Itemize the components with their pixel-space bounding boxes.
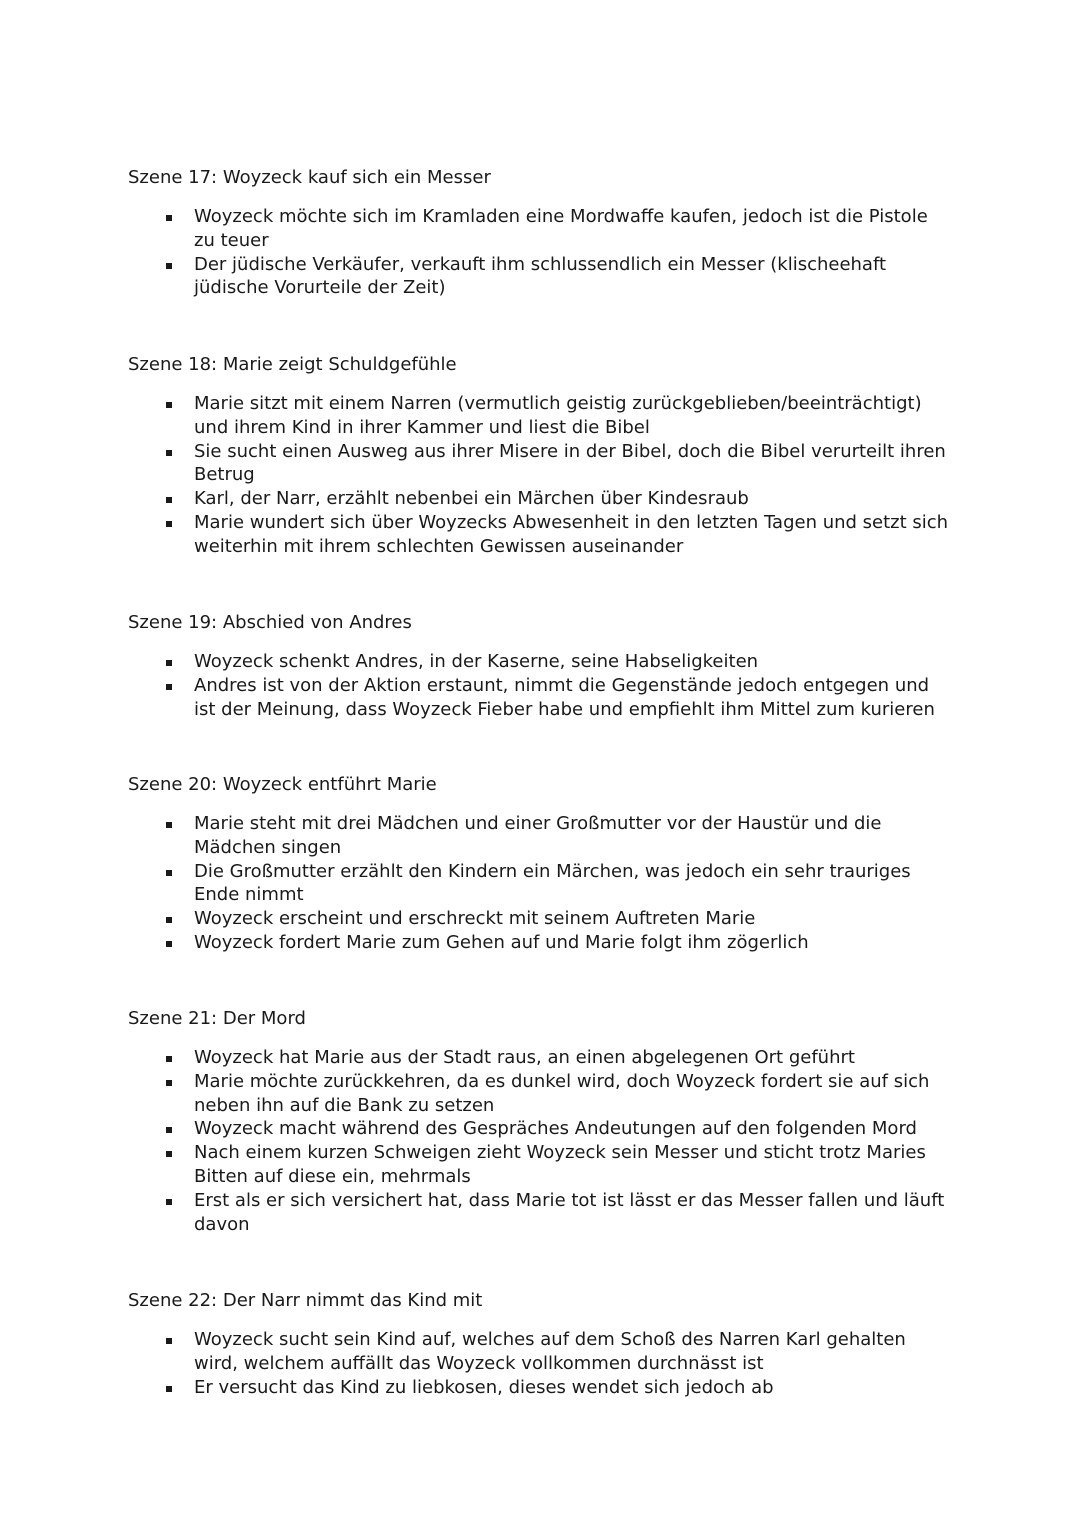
list-item <box>128 1046 954 1070</box>
bullet-text: Woyzeck sucht sein Kind auf, welches auf dem Schoß des Narren Karl gehalten wird, welchem auffällt das Woyzeck vollkommen durchnässt ist <box>194 1329 906 1374</box>
bullet-list <box>128 812 968 955</box>
bullet-text: Woyzeck macht während des Gespräches Andeutungen auf den folgenden Mord <box>194 1118 917 1140</box>
square-bullet-icon <box>166 1199 172 1205</box>
bullet-list <box>128 392 968 559</box>
square-bullet-icon <box>166 1080 172 1086</box>
square-bullet-icon <box>166 402 172 408</box>
list-item <box>128 1141 954 1189</box>
scene-21 <box>128 1007 968 1236</box>
list-item <box>128 674 954 722</box>
bullet-text: Er versucht das Kind zu liebkosen, dieses wendet sich jedoch ab <box>194 1376 774 1398</box>
list-item <box>128 487 954 511</box>
scene-title: Szene 17: Woyzeck kauf sich ein Messer <box>128 167 491 188</box>
scene-title: Szene 21: Der Mord <box>128 1008 306 1029</box>
list-item <box>128 812 954 860</box>
bullet-list <box>128 1046 968 1236</box>
bullet-list <box>128 205 968 300</box>
square-bullet-icon <box>166 1056 172 1062</box>
bullet-text: Marie steht mit drei Mädchen und einer Großmutter vor der Haustür und die Mädchen singen <box>194 813 882 858</box>
scene-18 <box>128 353 968 559</box>
bullet-text: Die Großmutter erzählt den Kindern ein Märchen, was jedoch ein sehr trauriges Ende nimmt <box>194 860 911 906</box>
square-bullet-icon <box>166 1151 172 1157</box>
scene-title: Szene 22: Der Narr nimmt das Kind mit <box>128 1290 483 1311</box>
square-bullet-icon <box>166 684 172 690</box>
scene-20 <box>128 773 968 955</box>
square-bullet-icon <box>166 941 172 947</box>
list-item <box>128 1376 954 1400</box>
square-bullet-icon <box>166 497 172 503</box>
bullet-text: Woyzeck möchte sich im Kramladen eine Mordwaffe kaufen, jedoch ist die Pistole zu teuer <box>194 206 928 251</box>
bullet-text: Woyzeck schenkt Andres, in der Kaserne, seine Habseligkeiten <box>194 651 759 672</box>
list-item <box>128 907 954 931</box>
square-bullet-icon <box>166 1386 172 1392</box>
list-item <box>128 650 954 674</box>
list-item <box>128 1070 954 1118</box>
scene-17 <box>128 166 968 300</box>
square-bullet-icon <box>166 822 172 828</box>
bullet-text: Erst als er sich versichert hat, dass Marie tot ist lässt er das Messer fallen und läuft davon <box>194 1189 945 1235</box>
list-item <box>128 440 954 488</box>
list-item <box>128 253 954 301</box>
square-bullet-icon <box>166 917 172 923</box>
bullet-text: Woyzeck erscheint und erschreckt mit seinem Auftreten Marie <box>194 908 756 930</box>
square-bullet-icon <box>166 660 172 666</box>
square-bullet-icon <box>166 870 172 876</box>
bullet-text: Der jüdische Verkäufer, verkauft ihm schlussendlich ein Messer (klischeehaft jüdische Vorurteile der Zeit) <box>194 253 887 299</box>
scene-19 <box>128 611 968 721</box>
list-item <box>128 511 954 559</box>
list-item <box>128 392 954 440</box>
square-bullet-icon <box>166 521 172 527</box>
square-bullet-icon <box>166 263 172 269</box>
bullet-list <box>128 1328 968 1399</box>
square-bullet-icon <box>166 450 172 456</box>
list-item <box>128 1328 954 1376</box>
bullet-text: Nach einem kurzen Schweigen zieht Woyzeck sein Messer und sticht trotz Maries Bitten auf diese ein, mehrmals <box>194 1142 926 1187</box>
bullet-list <box>128 650 968 721</box>
scene-title: Szene 18: Marie zeigt Schuldgefühle <box>128 354 457 375</box>
square-bullet-icon <box>166 1127 172 1133</box>
scene-title: Szene 20: Woyzeck entführt Marie <box>128 774 437 795</box>
bullet-text: Marie wundert sich über Woyzecks Abwesenheit in den letzten Tagen und setzt sich weiterhin mit ihrem schlechten Gewissen auseinander <box>194 511 949 557</box>
bullet-text: Sie sucht einen Ausweg aus ihrer Misere in der Bibel, doch die Bibel verurteilt ihren Betrug <box>194 440 946 486</box>
list-item <box>128 1189 954 1237</box>
bullet-text: Marie möchte zurückkehren, da es dunkel wird, doch Woyzeck fordert sie auf sich neben ihn auf die Bank zu setzen <box>194 1070 930 1116</box>
list-item <box>128 205 954 253</box>
bullet-text: Woyzeck fordert Marie zum Gehen auf und Marie folgt ihm zögerlich <box>194 931 809 953</box>
bullet-text: Andres ist von der Aktion erstaunt, nimmt die Gegenstände jedoch entgegen und ist der Meinung, dass Woyzeck Fieber habe und empfiehlt ihm Mittel zum kurieren <box>194 674 935 720</box>
scene-title: Szene 19: Abschied von Andres <box>128 612 412 633</box>
square-bullet-icon <box>166 215 172 221</box>
list-item <box>128 931 954 955</box>
square-bullet-icon <box>166 1338 172 1344</box>
bullet-text: Karl, der Narr, erzählt nebenbei ein Märchen über Kindesraub <box>194 488 749 510</box>
list-item <box>128 1117 954 1141</box>
bullet-text: Marie sitzt mit einem Narren (vermutlich geistig zurückgeblieben/beeinträchtigt) und ihrem Kind in ihrer Kammer und liest die Bibel <box>194 393 922 438</box>
bullet-text: Woyzeck hat Marie aus der Stadt raus, an einen abgelegenen Ort geführt <box>194 1047 855 1068</box>
list-item <box>128 860 954 908</box>
scene-22 <box>128 1289 968 1399</box>
